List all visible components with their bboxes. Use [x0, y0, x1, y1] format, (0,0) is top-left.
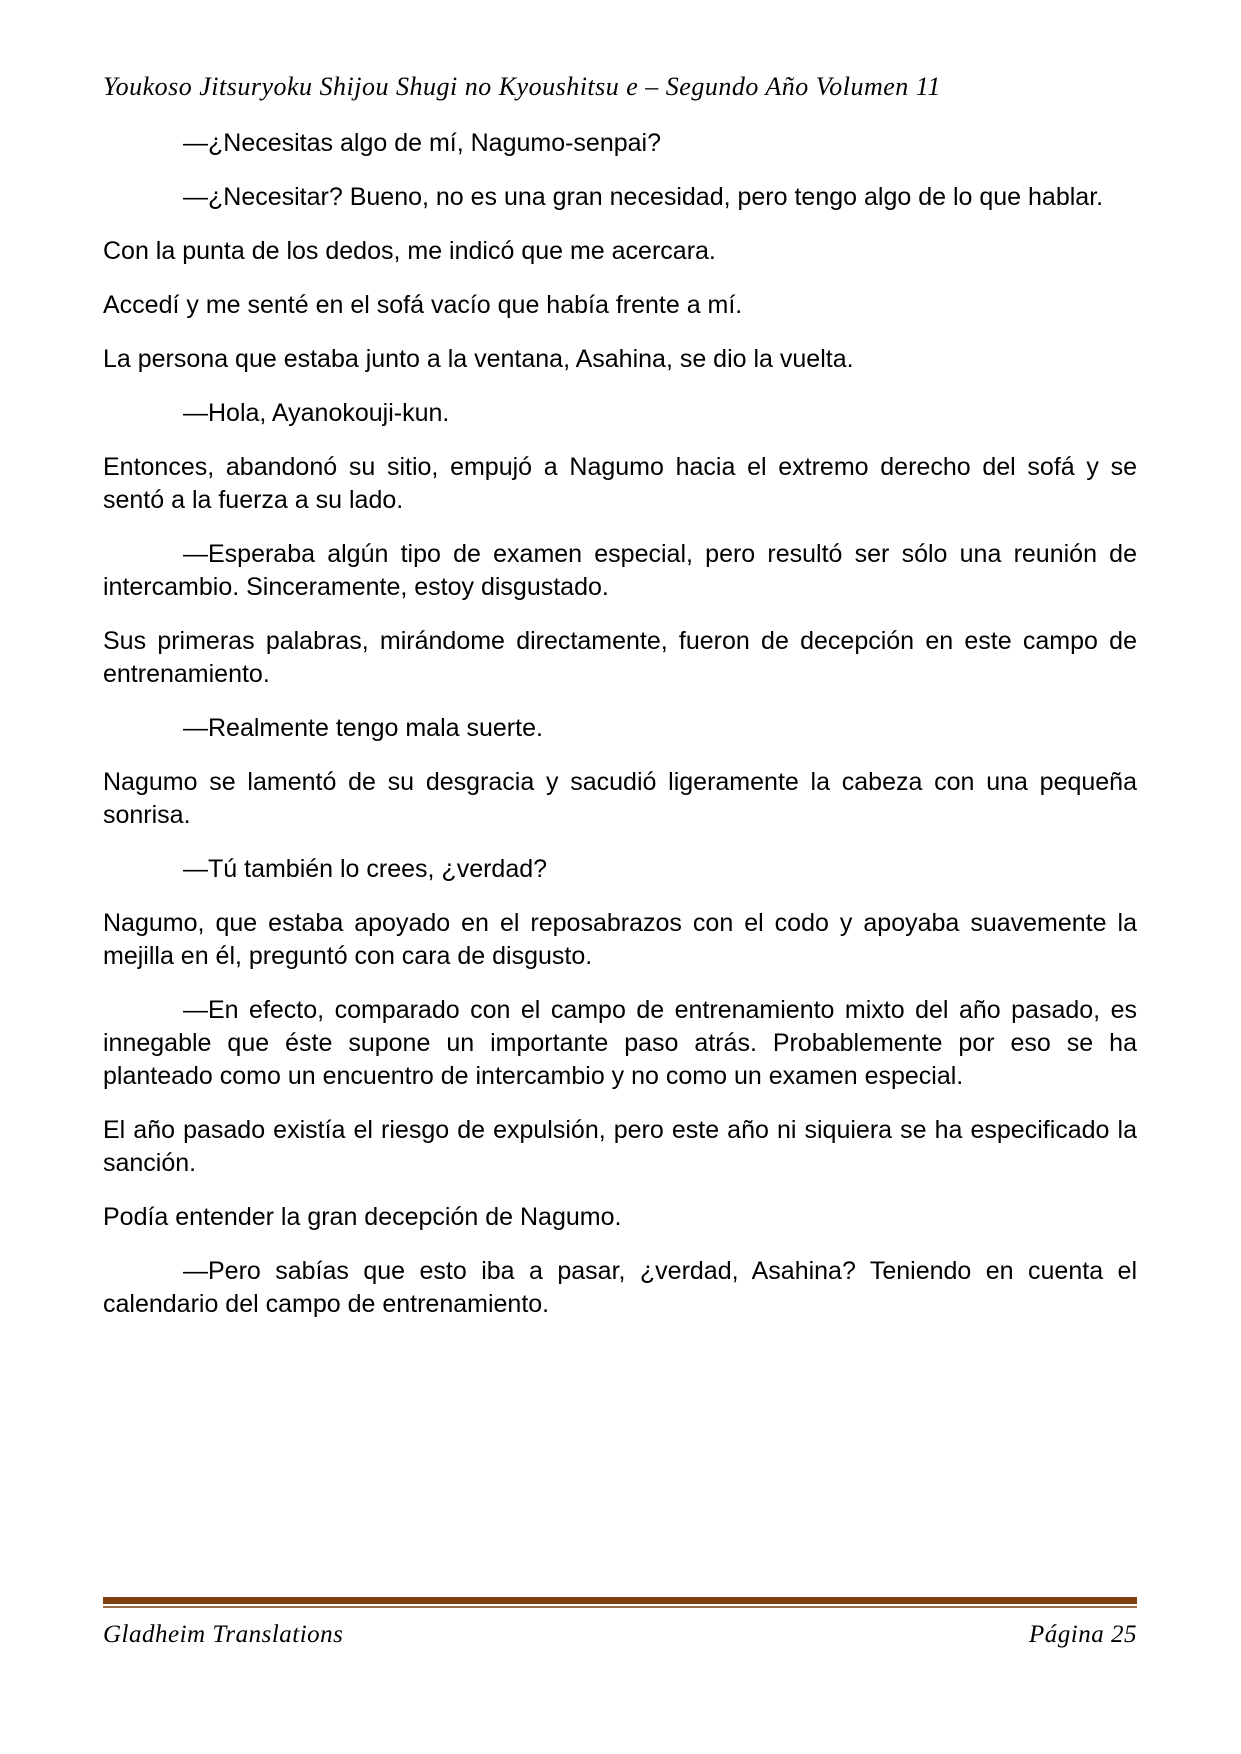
paragraph: Entonces, abandonó su sitio, empujó a Nagumo hacia el extremo derecho del sofá y se sentó a la fuerza a su lado. [103, 453, 1137, 514]
footer-rule-thick [103, 1597, 1137, 1604]
footer-translator-credit: Gladheim Translations [103, 1621, 344, 1648]
paragraph: —Tú también lo crees, ¿verdad? [183, 855, 548, 883]
header-title: Youkoso Jitsuryoku Shijou Shugi no Kyoushitsu e – Segundo Año Volumen 11 [103, 72, 941, 101]
paragraph: —En efecto, comparado con el campo de entrenamiento mixto del año pasado, es innegable que éste supone un importante paso atrás. Probablemente por eso se ha planteado como un encuentro de intercambio y no como un examen especial. [103, 996, 1137, 1090]
paragraph: Nagumo se lamentó de su desgracia y sacudió ligeramente la cabeza con una pequeña sonrisa. [103, 768, 1137, 829]
paragraph: —Realmente tengo mala suerte. [183, 714, 543, 742]
paragraph: Nagumo, que estaba apoyado en el reposabrazos con el codo y apoyaba suavemente la mejilla en él, preguntó con cara de disgusto. [103, 909, 1137, 970]
paragraph: —¿Necesitar? Bueno, no es una gran necesidad, pero tengo algo de lo que hablar. [183, 183, 1104, 211]
page-header [103, 72, 1137, 102]
page-body [103, 127, 1137, 1342]
page-footer [103, 1597, 1137, 1649]
paragraph: Accedí y me senté en el sofá vacío que había frente a mí. [103, 291, 743, 319]
footer-rule-thin [103, 1606, 1137, 1608]
paragraph: La persona que estaba junto a la ventana, Asahina, se dio la vuelta. [103, 345, 854, 373]
paragraph: —Esperaba algún tipo de examen especial, pero resultó ser sólo una reunión de intercambio. Sinceramente, estoy disgustado. [103, 540, 1137, 601]
paragraph: Con la punta de los dedos, me indicó que me acercara. [103, 237, 716, 265]
paragraph: —¿Necesitas algo de mí, Nagumo-senpai? [183, 129, 662, 157]
paragraph: Podía entender la gran decepción de Nagumo. [103, 1203, 622, 1231]
paragraph: El año pasado existía el riesgo de expulsión, pero este año ni siquiera se ha especificado la sanción. [103, 1116, 1137, 1177]
paragraph: —Hola, Ayanokouji-kun. [183, 399, 450, 427]
paragraph: Sus primeras palabras, mirándome directamente, fueron de decepción en este campo de entrenamiento. [103, 627, 1137, 688]
paragraph: —Pero sabías que esto iba a pasar, ¿verdad, Asahina? Teniendo en cuenta el calendario del campo de entrenamiento. [103, 1257, 1137, 1318]
footer-page-number: Página 25 [1029, 1621, 1137, 1648]
